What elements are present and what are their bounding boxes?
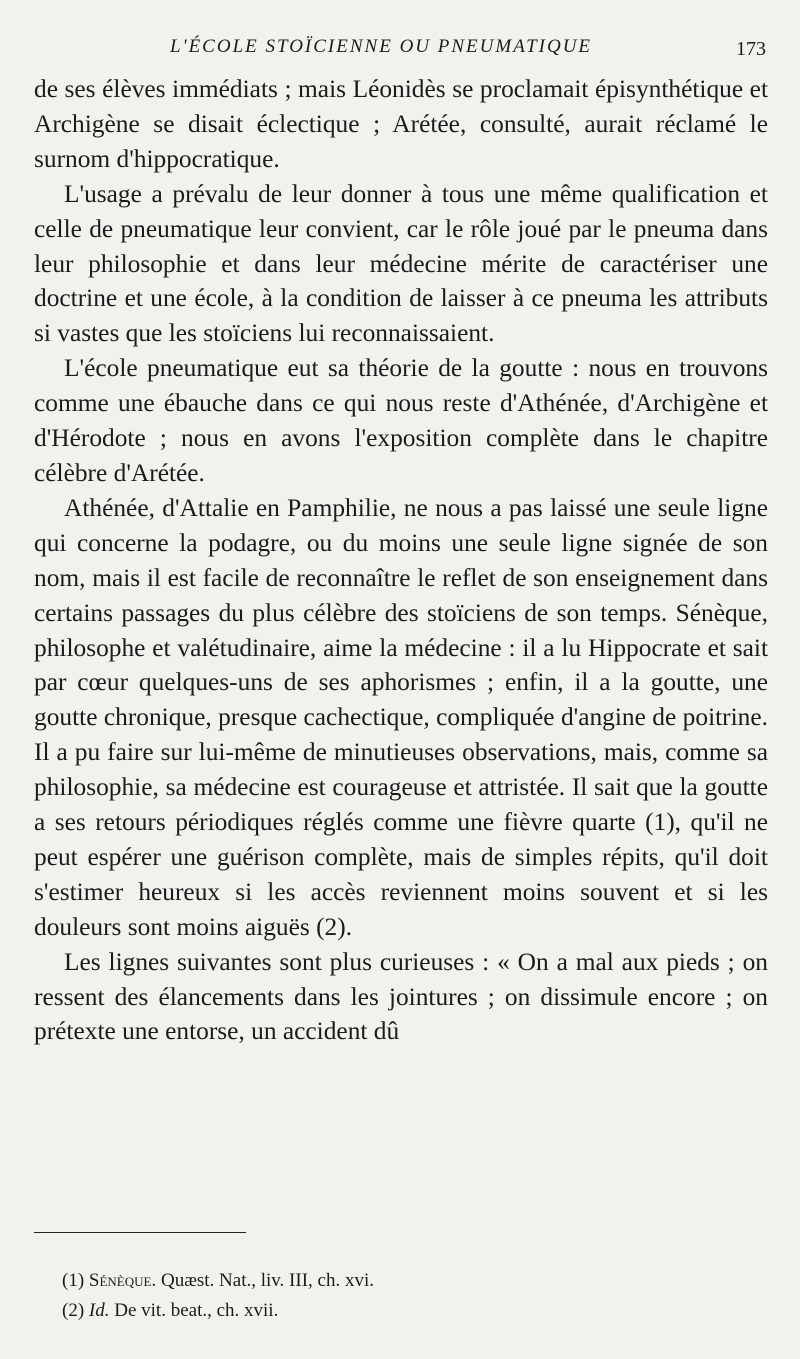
footnotes bbox=[62, 1266, 374, 1326]
footnote-marker: (2) bbox=[62, 1300, 85, 1321]
footnote-2 bbox=[62, 1296, 374, 1326]
footnote-author: Id. bbox=[88, 1300, 110, 1321]
paragraph-4: Athénée, d'Attalie en Pamphilie, ne nous a pas laissé une seule ligne qui concerne la podagre, ou du moins une seule ligne signée de son nom, mais il est facile de reconnaître le reflet de son enseignement dans certains passages du plus célèbre des stoïciens de son temps. Sénèque, philosophe et valétudinaire, aime la médecine : il a lu Hippocrate et sait par cœur quelques-uns de ses aphorismes ; enfin, il a la goutte, une goutte chronique, presque cachectique, compliquée d'angine de poitrine. Il a pu faire sur lui-même de minutieuses observations, mais, comme sa philosophie, sa médecine est courageuse et attristée. Il sait que la goutte a ses retours périodiques réglés comme une fièvre quarte (1), qu'il ne peut espérer une guérison complète, mais de simples répits, qu'il doit s'estimer heureux si les accès reviennent moins souvent et si les douleurs sont moins aiguës (2). bbox=[34, 493, 768, 941]
paragraph-2: L'usage a prévalu de leur donner à tous une même qualification et celle de pneumatique leur convient, car le rôle joué par le pneuma dans leur philosophie et dans leur médecine mérite de caractériser une doctrine et une école, à la condition de laisser à ce pneuma les attributs si vastes que les stoïciens lui reconnaissaient. bbox=[34, 179, 768, 348]
footnote-text: Quæst. Nat., liv. III, ch. xvi. bbox=[160, 1270, 374, 1291]
running-head: L'ÉCOLE STOÏCIENNE OU PNEUMATIQUE bbox=[169, 36, 593, 57]
footnote-1 bbox=[62, 1266, 374, 1296]
footnote-author: Sénèque. bbox=[88, 1270, 157, 1291]
footnote-text: De vit. beat., ch. xvii. bbox=[114, 1300, 279, 1321]
page-header bbox=[34, 0, 768, 72]
paragraph-5: Les lignes suivantes sont plus curieuses : « On a mal aux pieds ; on ressent des élancements dans les jointures ; on dissimule encore ; on prétexte une entorse, un accident dû bbox=[34, 947, 768, 1046]
page-number: 173 bbox=[736, 38, 766, 60]
paragraph-3: L'école pneumatique eut sa théorie de la goutte : nous en trouvons comme une ébauche dans ce qui nous reste d'Athénée, d'Archigène et d'Hérodote ; nous en avons l'exposition complète dans le chapitre célèbre d'Arétée. bbox=[34, 354, 768, 487]
footnote-marker: (1) bbox=[62, 1270, 85, 1291]
body-text bbox=[34, 72, 768, 1049]
footnote-divider bbox=[34, 1232, 246, 1233]
paragraph-1: de ses élèves immédiats ; mais Léonidès se proclamait épisynthétique et Archigène se disait éclectique ; Arétée, consulté, aurait réclamé le surnom d'hippocratique. bbox=[34, 75, 768, 173]
